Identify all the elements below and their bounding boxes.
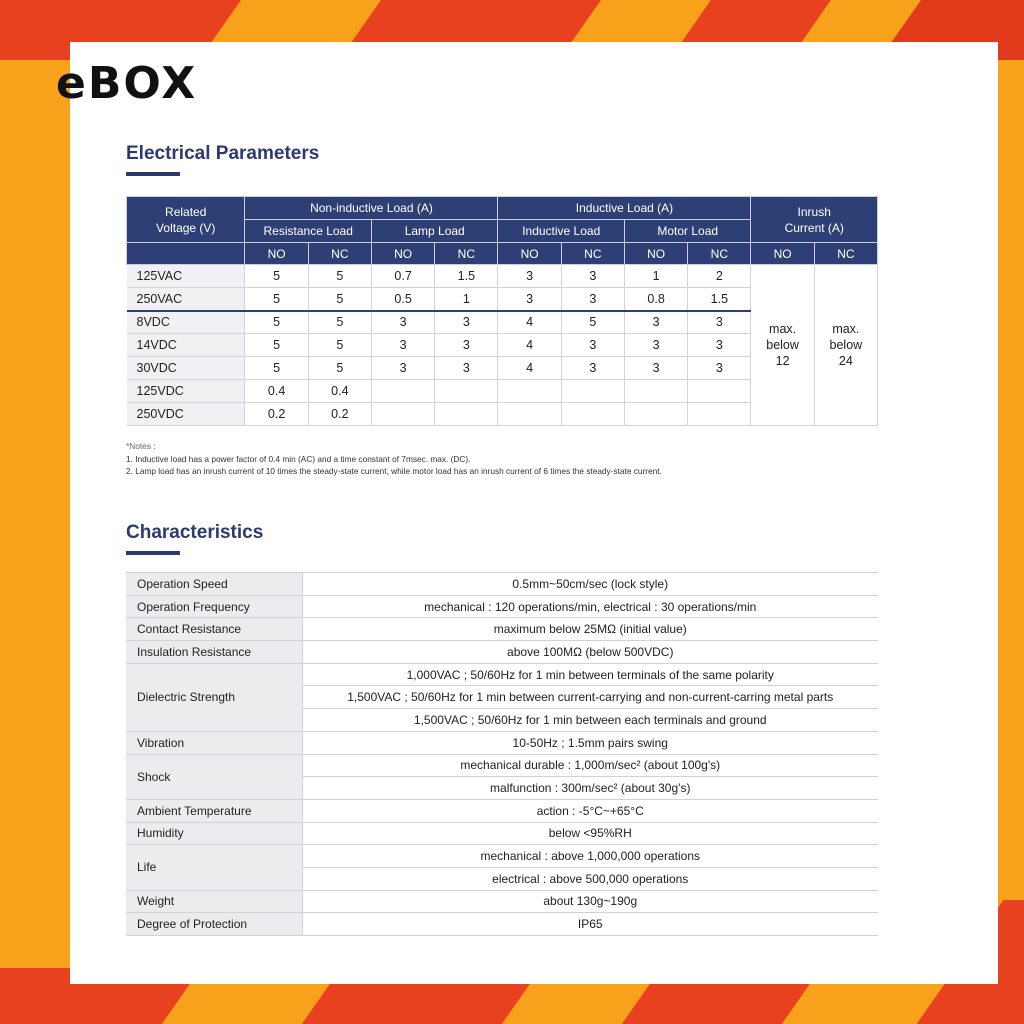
characteristic-value: above 100MΩ (below 500VDC) (302, 641, 878, 664)
table-cell (624, 380, 687, 403)
nc-header: NC (561, 243, 624, 265)
table-cell: 5 (245, 334, 308, 357)
characteristics-row (126, 845, 878, 868)
inrush-line: below (766, 338, 799, 352)
table-cell: 3 (561, 288, 624, 311)
table-cell: 1 (435, 288, 498, 311)
table-cell: 4 (498, 334, 561, 357)
table-cell: 3 (498, 265, 561, 288)
nc-header: NC (688, 243, 751, 265)
inrush-no-cell (751, 265, 814, 426)
table-cell: 3 (624, 334, 687, 357)
voltage-label: 125VAC (127, 265, 245, 288)
characteristic-label: Operation Frequency (126, 595, 302, 618)
table-cell (561, 403, 624, 426)
table-cell: 5 (245, 311, 308, 334)
characteristic-label: Degree of Protection (126, 913, 302, 936)
table-cell: 4 (498, 311, 561, 334)
characteristic-label: Humidity (126, 822, 302, 845)
table-cell (688, 380, 751, 403)
no-header: NO (751, 243, 814, 265)
characteristic-label: Insulation Resistance (126, 641, 302, 664)
table-cell: 3 (561, 265, 624, 288)
inrush-line: 24 (838, 354, 853, 368)
characteristics-row (126, 754, 878, 777)
table-cell: 3 (435, 334, 498, 357)
table-cell: 0.7 (371, 265, 434, 288)
characteristic-value: malfunction : 300m/sec² (about 30g's) (302, 777, 878, 800)
inrush-line: max. (769, 322, 797, 336)
related-voltage-header: Related Voltage (V) (127, 197, 245, 243)
characteristic-label: Ambient Temperature (126, 799, 302, 822)
characteristic-value: 1,500VAC ; 50/60Hz for 1 min between current-carrying and non-current-carring metal parts (302, 686, 878, 709)
inrush-header: Inrush Current (A) (751, 197, 878, 243)
no-header: NO (245, 243, 308, 265)
characteristics-row (126, 731, 878, 754)
characteristic-label: Life (126, 845, 302, 890)
inrush-line: below (829, 338, 863, 352)
brand-logo (56, 58, 197, 109)
table-cell: 3 (688, 357, 751, 380)
characteristic-value: below <95%RH (302, 822, 878, 845)
table-cell: 0.8 (624, 288, 687, 311)
table-cell: 0.4 (245, 380, 308, 403)
table-cell (498, 380, 561, 403)
nc-header: NC (308, 243, 371, 265)
inrush-line: max. (832, 322, 860, 336)
table-cell: 5 (245, 288, 308, 311)
voltage-label: 250VAC (127, 288, 245, 311)
table-cell (371, 403, 434, 426)
inrush-nc-cell (814, 265, 877, 426)
lamp-load-header: Lamp Load (371, 220, 498, 243)
nc-header: NC (435, 243, 498, 265)
non-inductive-header: Non-inductive Load (A) (245, 197, 498, 220)
characteristics-table (126, 572, 878, 936)
characteristic-value: 0.5mm~50cm/sec (lock style) (302, 573, 878, 596)
no-header: NO (498, 243, 561, 265)
characteristic-value: 1,500VAC ; 50/60Hz for 1 min between each terminals and ground (302, 709, 878, 732)
characteristics-row (126, 890, 878, 913)
blank-header (127, 243, 245, 265)
nc-header: NC (814, 243, 877, 265)
inductive-header: Inductive Load (A) (498, 197, 751, 220)
no-header: NO (371, 243, 434, 265)
table-cell: 3 (561, 357, 624, 380)
brand-logo-text: eBOX (56, 58, 198, 109)
table-cell: 3 (688, 334, 751, 357)
no-header: NO (624, 243, 687, 265)
characteristics-row (126, 663, 878, 686)
table-cell: 2 (688, 265, 751, 288)
table-cell (688, 403, 751, 426)
characteristic-value: mechanical durable : 1,000m/sec² (about 100g's) (302, 754, 878, 777)
characteristics-title-underline (126, 551, 180, 555)
table-cell: 5 (308, 265, 371, 288)
characteristic-value: action : -5°C~+65°C (302, 799, 878, 822)
table-cell: 5 (308, 288, 371, 311)
voltage-label: 8VDC (127, 311, 245, 334)
table-row (127, 265, 878, 288)
characteristic-value: electrical : above 500,000 operations (302, 867, 878, 890)
characteristics-row (126, 595, 878, 618)
electrical-notes (126, 440, 662, 478)
characteristics-title: Characteristics (126, 522, 264, 543)
table-cell: 3 (561, 334, 624, 357)
characteristic-value: maximum below 25MΩ (initial value) (302, 618, 878, 641)
voltage-label: 14VDC (127, 334, 245, 357)
table-cell: 5 (308, 334, 371, 357)
characteristics-row (126, 618, 878, 641)
table-cell: 5 (561, 311, 624, 334)
table-cell: 3 (371, 311, 434, 334)
table-cell: 3 (435, 311, 498, 334)
table-cell (561, 380, 624, 403)
table-cell: 0.4 (308, 380, 371, 403)
motor-load-header: Motor Load (624, 220, 751, 243)
characteristic-label: Shock (126, 754, 302, 799)
notes-heading: *Notes : (126, 441, 156, 451)
inductive-load-header: Inductive Load (498, 220, 625, 243)
table-cell: 3 (371, 334, 434, 357)
table-cell (371, 380, 434, 403)
characteristics-row (126, 573, 878, 596)
table-cell: 3 (688, 311, 751, 334)
characteristic-value: 10-50Hz ; 1.5mm pairs swing (302, 731, 878, 754)
table-cell: 5 (308, 357, 371, 380)
voltage-label: 250VDC (127, 403, 245, 426)
table-cell: 3 (435, 357, 498, 380)
characteristic-label: Weight (126, 890, 302, 913)
table-cell: 4 (498, 357, 561, 380)
characteristic-label: Contact Resistance (126, 618, 302, 641)
table-cell: 3 (498, 288, 561, 311)
characteristic-value: IP65 (302, 913, 878, 936)
voltage-label: 30VDC (127, 357, 245, 380)
table-cell: 5 (245, 265, 308, 288)
table-cell: 1 (624, 265, 687, 288)
table-cell (435, 403, 498, 426)
characteristic-value: about 130g~190g (302, 890, 878, 913)
inrush-line: 12 (775, 354, 790, 368)
characteristics-row (126, 641, 878, 664)
table-cell (624, 403, 687, 426)
characteristics-row (126, 799, 878, 822)
table-cell: 3 (624, 311, 687, 334)
electrical-title-underline (126, 172, 180, 176)
voltage-label: 125VDC (127, 380, 245, 403)
table-cell: 1.5 (435, 265, 498, 288)
characteristics-row (126, 822, 878, 845)
characteristics-row (126, 913, 878, 936)
electrical-parameters-table (126, 196, 878, 426)
characteristic-value: mechanical : above 1,000,000 operations (302, 845, 878, 868)
table-cell: 5 (245, 357, 308, 380)
resistance-load-header: Resistance Load (245, 220, 372, 243)
table-cell: 0.5 (371, 288, 434, 311)
table-cell: 0.2 (245, 403, 308, 426)
note-1: 1. Inductive load has a power factor of 0.4 min (AC) and a time constant of 7msec. max. (DC). (126, 453, 471, 464)
table-cell: 3 (371, 357, 434, 380)
characteristic-label: Vibration (126, 731, 302, 754)
characteristic-label: Operation Speed (126, 573, 302, 596)
table-cell: 0.2 (308, 403, 371, 426)
table-cell: 5 (308, 311, 371, 334)
table-cell (498, 403, 561, 426)
table-cell: 3 (624, 357, 687, 380)
characteristic-label: Dielectric Strength (126, 663, 302, 731)
characteristic-value: 1,000VAC ; 50/60Hz for 1 min between terminals of the same polarity (302, 663, 878, 686)
electrical-title: Electrical Parameters (126, 143, 320, 164)
table-cell: 1.5 (688, 288, 751, 311)
note-2: 2. Lamp load has an inrush current of 10 times the steady-state current, while motor load has an inrush current of 6 times the steady-state current. (126, 466, 662, 476)
characteristic-value: mechanical : 120 operations/min, electrical : 30 operations/min (302, 595, 878, 618)
table-cell (435, 380, 498, 403)
